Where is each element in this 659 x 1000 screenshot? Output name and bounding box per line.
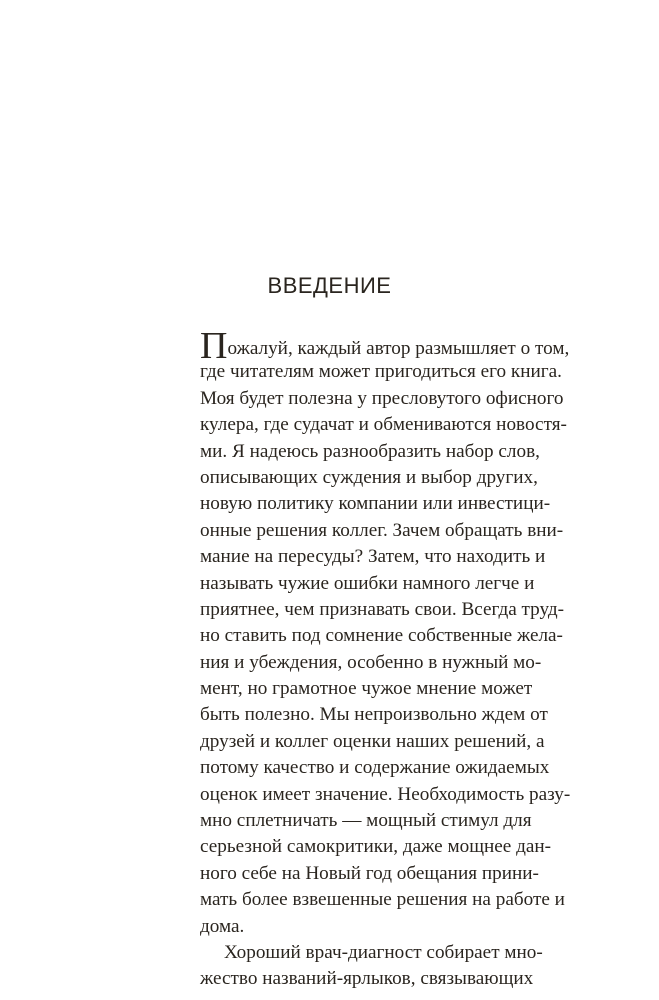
- paragraph-1-line: быть полезно. Мы непроизвольно ждем от: [200, 704, 548, 726]
- paragraph-2-line: жество названий-ярлыков, связывающих: [200, 968, 534, 990]
- paragraph-1-line: ного себе на Новый год обещания прини-: [200, 862, 539, 884]
- first-line-text: ожалуй, каждый автор размышляет о том,: [227, 338, 570, 359]
- paragraph-1-line: Моя будет полезна у пресловутого офисного: [200, 387, 564, 409]
- chapter-title: ВВЕДЕНИЕ: [267, 272, 392, 298]
- paragraph-1-line: потому качество и содержание ожидаемых: [200, 757, 550, 779]
- body-text: [200, 325, 571, 993]
- paragraph-1-line: мание на пересуды? Затем, что находить и: [200, 546, 546, 568]
- paragraph-1-line: называть чужие ошибки намного легче и: [200, 572, 535, 594]
- paragraph-1-line: друзей и коллег оценки наших решений, а: [200, 730, 545, 752]
- paragraph-1-line: описывающих суждения и выбор других,: [200, 466, 538, 488]
- paragraph-1-line: новую политику компании или инвестици-: [200, 493, 551, 515]
- paragraph-1-line: серьезной самокритики, даже мощнее дан-: [200, 836, 552, 858]
- paragraph-1-line: но ставить под сомнение собственные жела-: [200, 625, 563, 647]
- paragraph-1-line: приятнее, чем признавать свои. Всегда труд-: [200, 598, 565, 620]
- paragraph-1-line: оценок имеет значение. Необходимость разу-: [200, 783, 571, 805]
- paragraph-1-line: где читателям может пригодиться его книга.: [200, 361, 562, 383]
- paragraph-1-line-1: [200, 325, 570, 367]
- paragraph-1-line: онные решения коллег. Зачем обращать вни-: [200, 519, 564, 541]
- paragraph-1-line: ния и убеждения, особенно в нужный мо-: [200, 651, 542, 673]
- paragraph-1-line: мать более взвешенные решения на работе и: [200, 889, 565, 911]
- paragraph-1-line: мно сплетничать — мощный стимул для: [200, 810, 532, 832]
- dropcap: П: [200, 325, 228, 367]
- paragraph-1-line-last: дома.: [200, 915, 245, 937]
- paragraph-1-line: кулера, где судачат и обмениваются новостя-: [200, 414, 567, 436]
- paragraph-2-line: Хороший врач-диагност собирает мно-: [224, 941, 543, 963]
- paragraph-1-line: мент, но грамотное чужое мнение может: [200, 678, 533, 700]
- paragraph-1-line: ми. Я надеюсь разнообразить набор слов,: [200, 440, 540, 462]
